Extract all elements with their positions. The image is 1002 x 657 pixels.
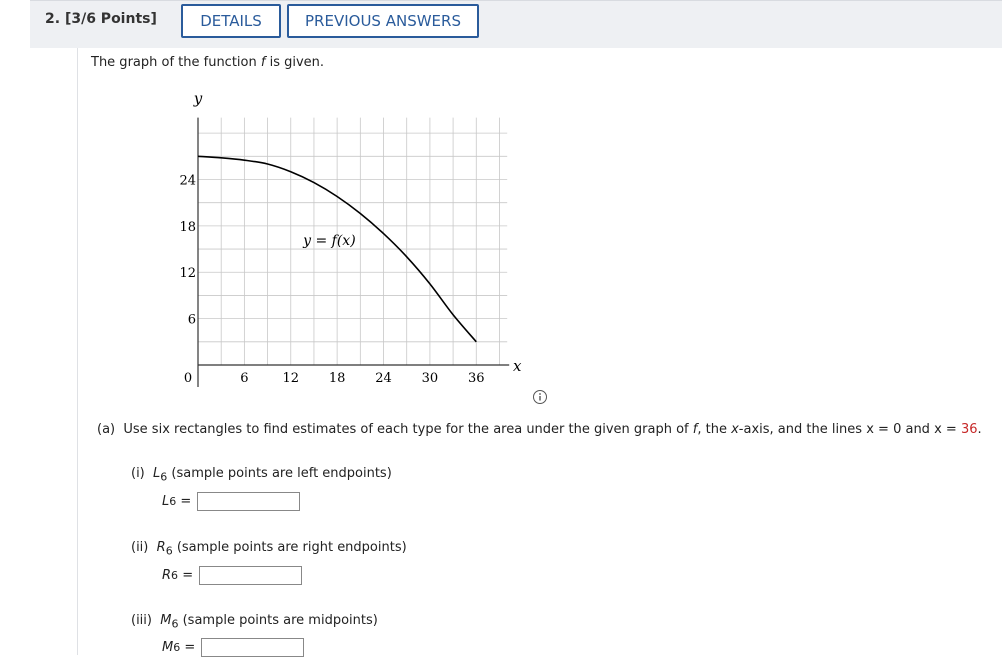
y-tick-label: 12 <box>179 266 196 282</box>
question-header <box>30 0 1002 48</box>
y-tick-labels <box>179 173 196 327</box>
y-axis-label: y <box>193 89 203 108</box>
question-intro: The graph of the function f is given. <box>91 55 325 70</box>
details-button[interactable]: DETAILS <box>181 4 281 38</box>
previous-answers-button[interactable]: PREVIOUS ANSWERS <box>287 4 479 38</box>
x-tick-label: 6 <box>240 371 249 386</box>
x-tick-label: 12 <box>282 371 300 386</box>
item-i-prompt: (i) $L_6$ (sample points are left endpoints) <box>131 466 392 484</box>
l6-answer-input[interactable] <box>197 492 300 511</box>
x-tick-label: 36 <box>468 371 485 386</box>
y-tick-label: 18 <box>179 219 196 235</box>
curve-label: y = f(x) <box>303 233 356 250</box>
y-tick-label: 24 <box>179 173 196 189</box>
info-icon[interactable] <box>532 389 548 405</box>
item-iii-answer-row: M 6 = <box>162 638 304 657</box>
item-i-answer-row: L 6 = <box>162 492 300 511</box>
r6-answer-input[interactable] <box>199 566 302 585</box>
item-iii-prompt: (iii) $M_6$ (sample points are midpoints) <box>131 613 378 631</box>
highlight-value: 36 <box>960 422 978 437</box>
x-tick-label: 18 <box>328 371 346 386</box>
item-ii-answer-row: R 6 = <box>162 566 302 585</box>
x-tick-labels <box>184 371 485 386</box>
y-tick-label: 6 <box>187 312 196 328</box>
x-axis-label: x <box>512 357 522 375</box>
x-tick-label: 30 <box>421 371 439 386</box>
question-number: 2. [3/6 Points] <box>45 11 157 27</box>
item-ii-prompt: (ii) $R_6$ (sample points are right endpoints) <box>131 540 407 558</box>
content-divider <box>77 48 78 655</box>
part-a-prompt: (a) Use six rectangles to find estimates of each type for the area under the given graph of f, the x-axis, and the lines x = 0 and x = 36. <box>97 422 982 437</box>
x-tick-label: 24 <box>375 371 392 386</box>
function-graph <box>150 88 530 388</box>
m6-answer-input[interactable] <box>201 638 304 657</box>
x-tick-label: 0 <box>183 371 193 386</box>
